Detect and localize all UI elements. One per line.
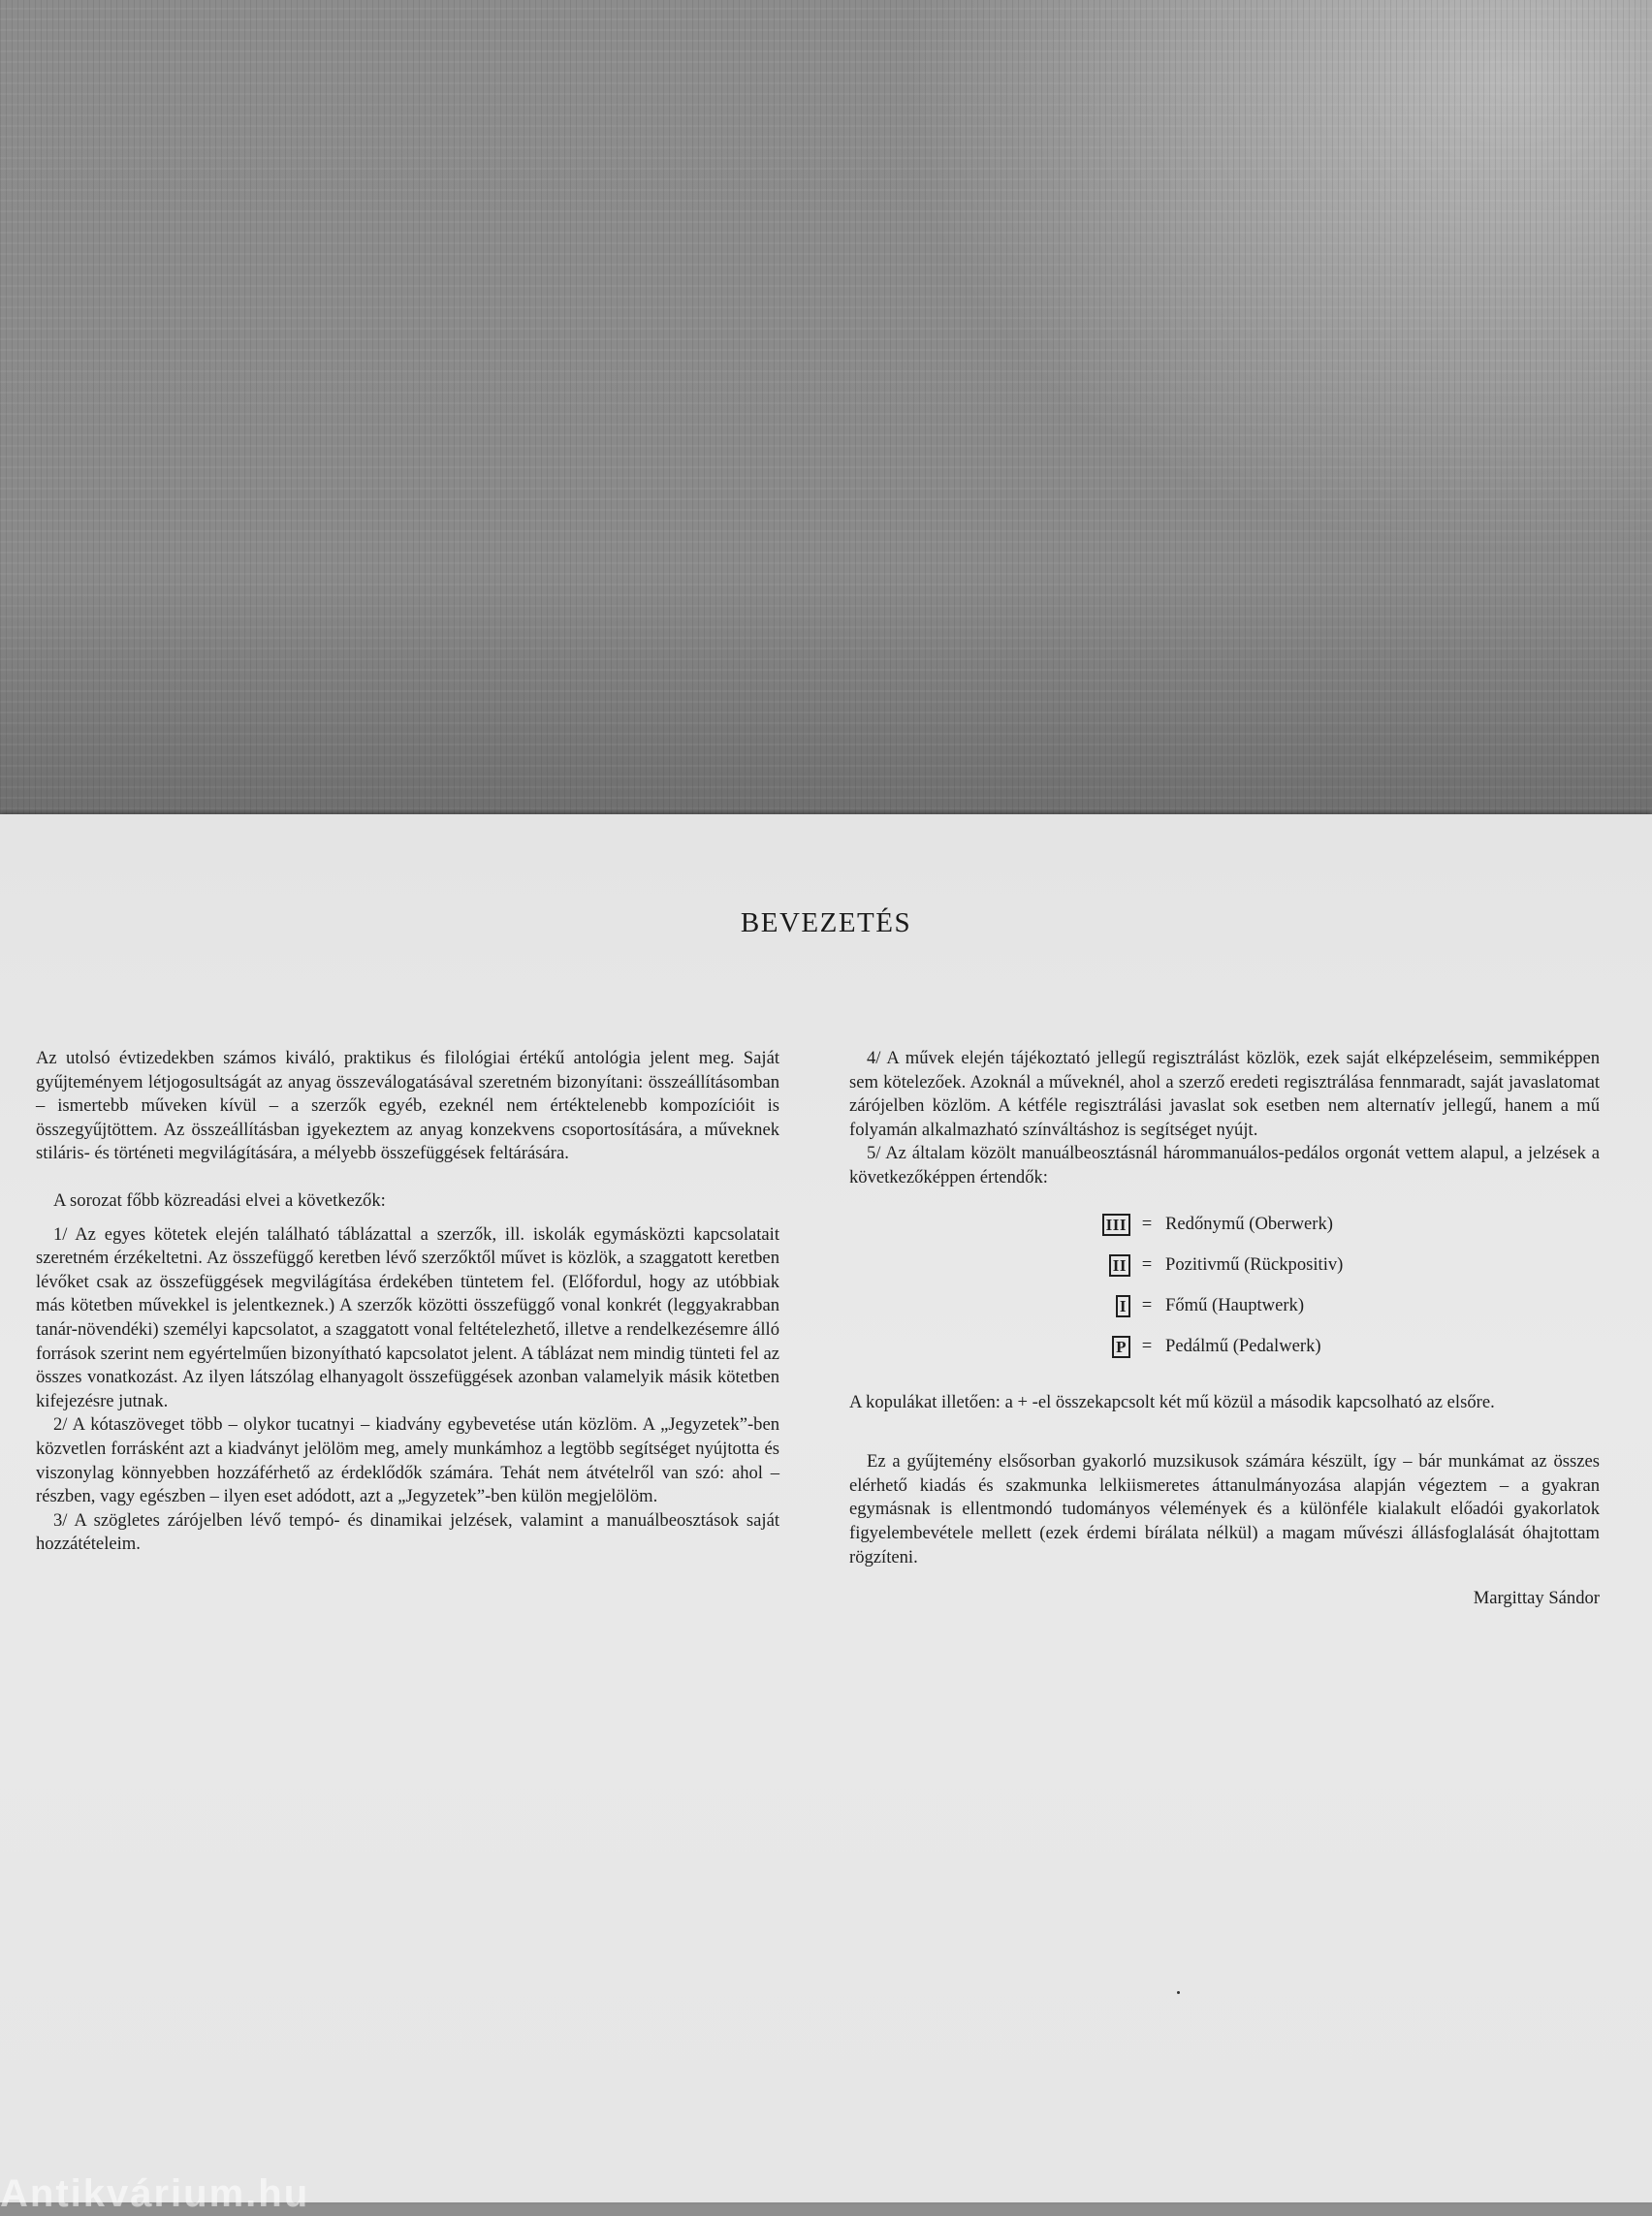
principle-4: 4/ A művek elején tájékoztató jellegű regisztrálást közlök, ezek saját elképzeléseim, semmiképpen sem kötelezőek. Azoknál a műveknél, ahol a szerző eredeti regisztrálása fennmaradt, saját javaslatomat zárójelben közlöm. A kétféle regisztrálási javaslat sok esetben nem alternatív jellegű, hanem a mű folyamán alkalmazható színváltáshoz is segítséget nyújt.: [849, 1048, 1600, 1140]
manual-equals: =: [1141, 1214, 1153, 1235]
manual-row: [1076, 1286, 1600, 1327]
page-speck: [1177, 1991, 1180, 1994]
manual-symbol-box: III: [1102, 1214, 1130, 1236]
manual-legend: [1076, 1205, 1600, 1368]
principles-heading: A sorozat főbb közreadási elvei a következők:: [53, 1189, 386, 1211]
manual-label: Pozitivmű (Rückpositiv): [1165, 1254, 1344, 1276]
watermark-text: Antikvárium.hu: [0, 2172, 310, 2215]
right-column: [849, 1047, 1600, 1611]
left-column: [36, 1047, 779, 1557]
manual-equals: =: [1141, 1254, 1153, 1276]
wood-grain-background: [0, 0, 1652, 820]
principle-5: 5/ Az általam közölt manuálbeosztásnál hárommanuálos-pedálos orgonát vettem alapul, a jelzések a következőképpen értendők:: [849, 1143, 1600, 1187]
principle-3: 3/ A szögletes zárójelben lévő tempó- és dinamikai jelzések, valamint a manuálbeosztások saját hozzátételeim.: [36, 1509, 779, 1555]
intro-paragraph: Az utolsó évtizedekben számos kiváló, praktikus és filológiai értékű antológia jelent meg. Saját gyűjteményem létjogosultságát az anyag összeválogatásával szeretném bizonyítani: összeállításomban – ismertebb műveken kívül – a szerzők egyéb, ezeknél nem értéktelenebb kompozícióit is összegyűjtöttem. Az összeállításban igyekeztem az anyag konzekvens csoportosítására, a műveknek stiláris- és történeti megvilágítására, a mélyebb összefüggések feltárására.: [36, 1048, 779, 1164]
closing-paragraph: Ez a gyűjtemény elsősorban gyakorló muzsikusok számára készült, így – bár munkámat az összes elérhető kiadás és szakmunka lelkiismeretes áttanulmányozása alapján végeztem – a gyakran egymásnak is ellentmondó tudományos vélemények és a különféle kialakult előadói gyakorlatok figyelembevétele mellett (ezek érdemi bírálata nélkül) a magam művészi állásfoglalását óhajtottam rögzíteni.: [849, 1451, 1600, 1567]
author-signature: Margittay Sándor: [1473, 1588, 1600, 1609]
manual-symbol-box: II: [1109, 1254, 1130, 1277]
manual-row: [1076, 1205, 1600, 1246]
manual-symbol-box: P: [1112, 1336, 1130, 1358]
manual-row: [1076, 1327, 1600, 1368]
manual-label: Redőnymű (Oberwerk): [1165, 1214, 1333, 1235]
manual-equals: =: [1141, 1295, 1153, 1316]
manual-symbol-box: I: [1116, 1295, 1130, 1317]
manual-label: Főmű (Hauptwerk): [1165, 1295, 1305, 1316]
manual-row: [1076, 1246, 1600, 1286]
book-page: [0, 814, 1652, 2215]
principle-2: 2/ A kótaszöveget több – olykor tucatnyi – kiadvány egybevetése után közlöm. A „Jegyzetek”-ben közvetlen forrásként azt a kiadványt jelölöm meg, amely munkámhoz a legtöbb segítséget nyújtotta és viszonylag könnyebben hozzáférhető az érdeklődők számára. Tehát nem átvételről van szó: ahol – részben, vagy egészben – ilyen eset adódott, azt a „Jegyzetek”-ben külön megjelölöm.: [36, 1414, 779, 1507]
manual-label: Pedálmű (Pedalwerk): [1165, 1336, 1321, 1357]
coupler-note: A kopulákat illetően: a + -el összekapcsolt két mű közül a második kapcsolható az elsőre.: [849, 1391, 1495, 1412]
manual-equals: =: [1141, 1336, 1153, 1357]
principle-1: 1/ Az egyes kötetek elején található táblázattal a szerzők, ill. iskolák egymásközti kapcsolatait szeretném érzékeltetni. Az összefüggő keretben lévő szerzőktől művet is közlök, a szaggatott keretben lévőket csak az összefüggések megvilágítása érdekében tüntetem fel. (Előfordul, hogy az utóbbiak más kötetben művekkel is jelentkeznek.) A szerzők közötti összefüggő vonal konkrét (leggyakrabban tanár-növendéki) személyi kapcsolatot, a szaggatott vonal feltételezhető, illetve a rendelkezésemre álló források szerint nem egyértelműen bizonyítható kapcsolatot jelent. A táblázat nem mindig tünteti fel az összes vonatkozást. Az ilyen látszólag elhanyagolt összefüggések azonban valamelyik másik kötetben kifejezésre jutnak.: [36, 1223, 779, 1411]
page-title: BEVEZETÉS: [740, 907, 912, 938]
